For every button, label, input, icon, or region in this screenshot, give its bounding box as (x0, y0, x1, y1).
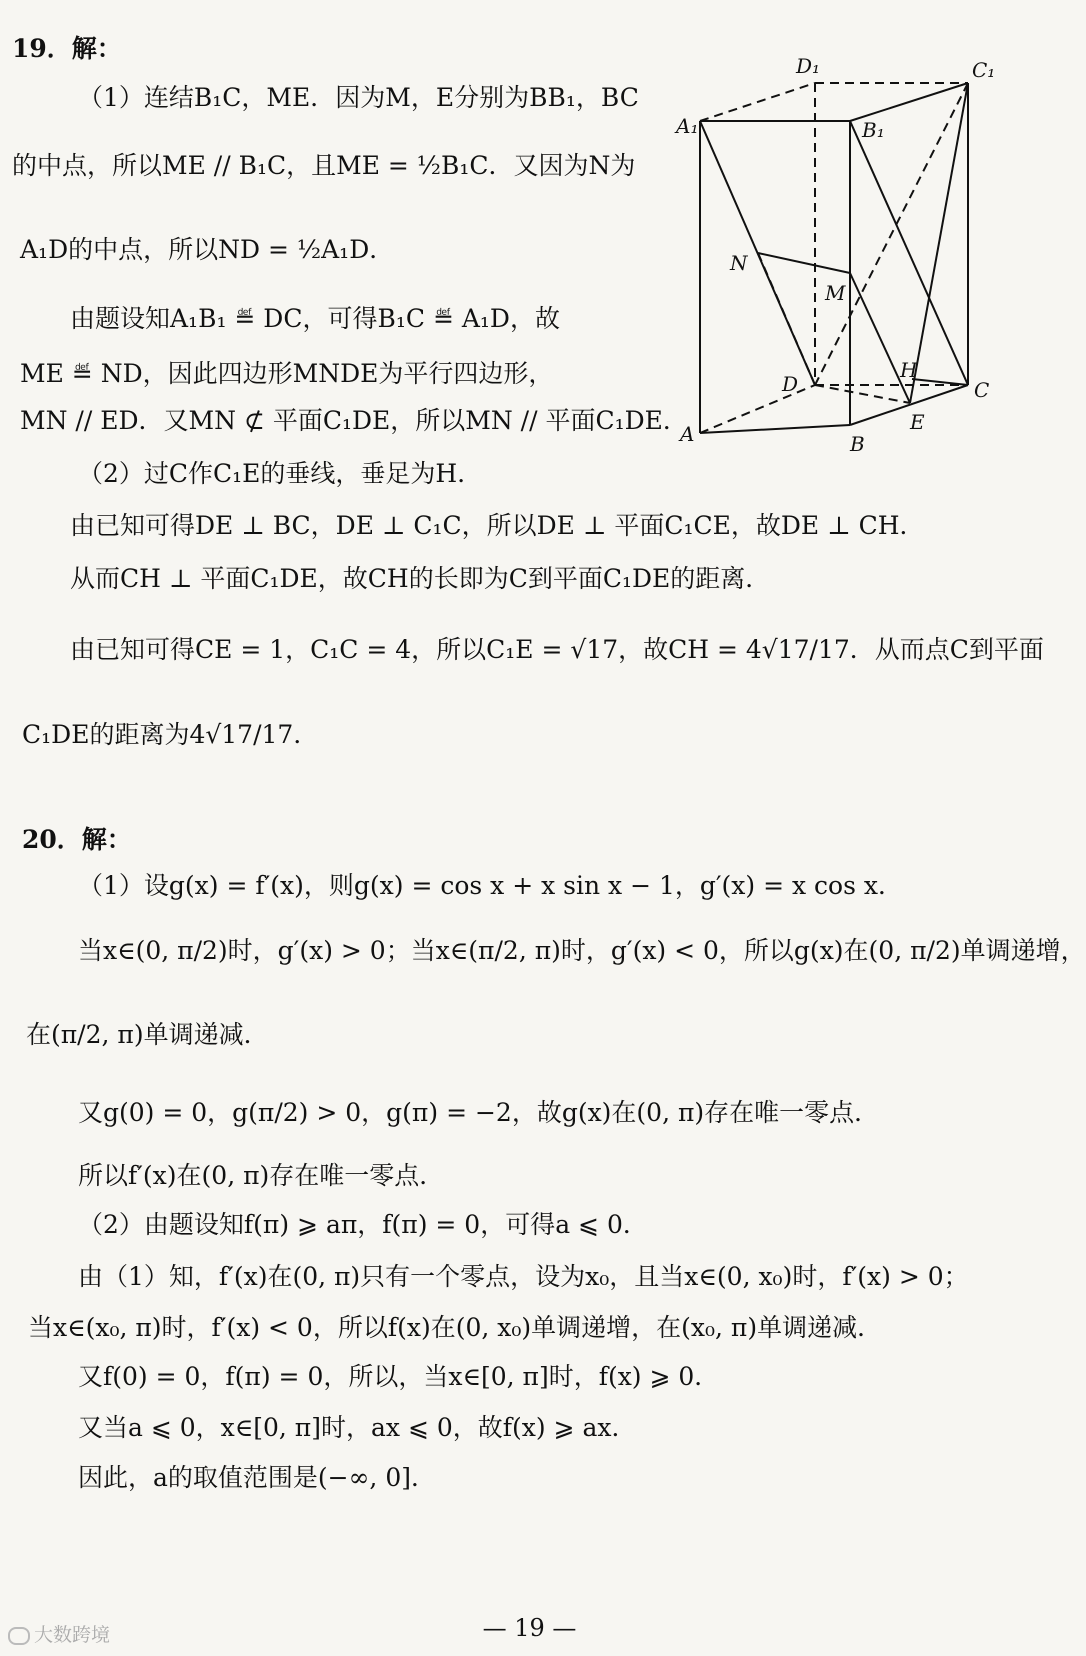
problem-19-line: C₁DE的距离为4√17/17． (22, 720, 319, 749)
problem-19-line: A₁D的中点，所以ND = ½A₁D． (20, 235, 395, 264)
watermark (8, 1620, 110, 1647)
problem-20-line: 由（1）知，f′(x)在(0, π)只有一个零点，设为x₀，且当x∈(0, x₀)时，f′(x) > 0； (78, 1262, 969, 1291)
label-E: E (910, 410, 925, 434)
page-number: — 19 — (482, 1614, 577, 1642)
label-C1: C₁ (972, 58, 996, 82)
label-H: H (900, 358, 918, 382)
problem-20-line: 当x∈(0, π/2)时，g′(x) > 0；当x∈(π/2, π)时，g′(x) < 0，所以g(x)在(0, π/2)单调递增， (78, 936, 1086, 965)
label-D: D (782, 372, 799, 396)
problem-19-line: 从而CH ⊥ 平面C₁DE，故CH的长即为C到平面C₁DE的距离． (70, 564, 771, 593)
problem-20-line: 在(π/2, π)单调递减． (26, 1020, 269, 1049)
label-A: A (680, 422, 695, 446)
problem-19-line: （2）过C作C₁E的垂线，垂足为H． (78, 459, 483, 488)
problem-19-line: MN // ED．又MN ⊄ 平面C₁DE，所以MN // 平面C₁DE． (20, 406, 688, 435)
label-B1: B₁ (862, 118, 885, 142)
problem-20-heading: 20．解： (22, 825, 132, 854)
label-B: B (850, 432, 865, 456)
wechat-icon (8, 1627, 30, 1645)
problem-20-line: （2）由题设知f(π) ⩾ aπ，f(π) = 0，可得a ⩽ 0． (78, 1210, 648, 1239)
label-A1: A₁ (676, 114, 699, 138)
problem-20-line: 因此，a的取值范围是(−∞, 0]． (78, 1463, 436, 1492)
problem-19-line: 由已知可得CE = 1，C₁C = 4，所以C₁E = √17，故CH = 4√17/17．从而点C到平面 (70, 635, 1044, 664)
problem-19-line: ME ≝ ND，因此四边形MNDE为平行四边形， (20, 359, 554, 388)
label-C: C (974, 378, 990, 402)
problem-20-line: 又f(0) = 0，f(π) = 0，所以，当x∈[0, π]时，f(x) ⩾ 0． (78, 1362, 720, 1391)
problem-20-line: 又当a ⩽ 0，x∈[0, π]时，ax ⩽ 0，故f(x) ⩾ ax． (78, 1413, 637, 1442)
problem-19-line: 由已知可得DE ⊥ BC，DE ⊥ C₁C，所以DE ⊥ 平面C₁CE，故DE ⊥ CH． (70, 511, 925, 540)
problem-20-line: 又g(0) = 0，g(π/2) > 0，g(π) = −2，故g(x)在(0, π)存在唯一零点． (78, 1098, 880, 1127)
problem-20-line: 所以f′(x)在(0, π)存在唯一零点． (78, 1161, 445, 1190)
problem-19-line: 的中点，所以ME // B₁C，且ME = ½B₁C．又因为N为 (12, 151, 636, 180)
watermark-text: 大数跨境 (34, 1624, 111, 1646)
label-N: N (730, 251, 748, 275)
problem-19-line: （1）连结B₁C，ME．因为M，E分别为BB₁，BC (78, 83, 639, 112)
problem-19-heading: 19．解： (12, 34, 122, 63)
problem-19-line: 由题设知A₁B₁ ≝ DC，可得B₁C ≝ A₁D，故 (70, 304, 560, 333)
label-M: M (825, 281, 846, 305)
prism-figure (676, 54, 1052, 485)
label-D1: D₁ (796, 54, 821, 78)
problem-20-line: 当x∈(x₀, π)时，f′(x) < 0，所以f(x)在(0, x₀)单调递增，在(x₀, π)单调递减． (28, 1313, 883, 1342)
problem-20-line: （1）设g(x) = f′(x)，则g(x) = cos x + x sin x − 1，g′(x) = x cos x． (78, 871, 903, 900)
